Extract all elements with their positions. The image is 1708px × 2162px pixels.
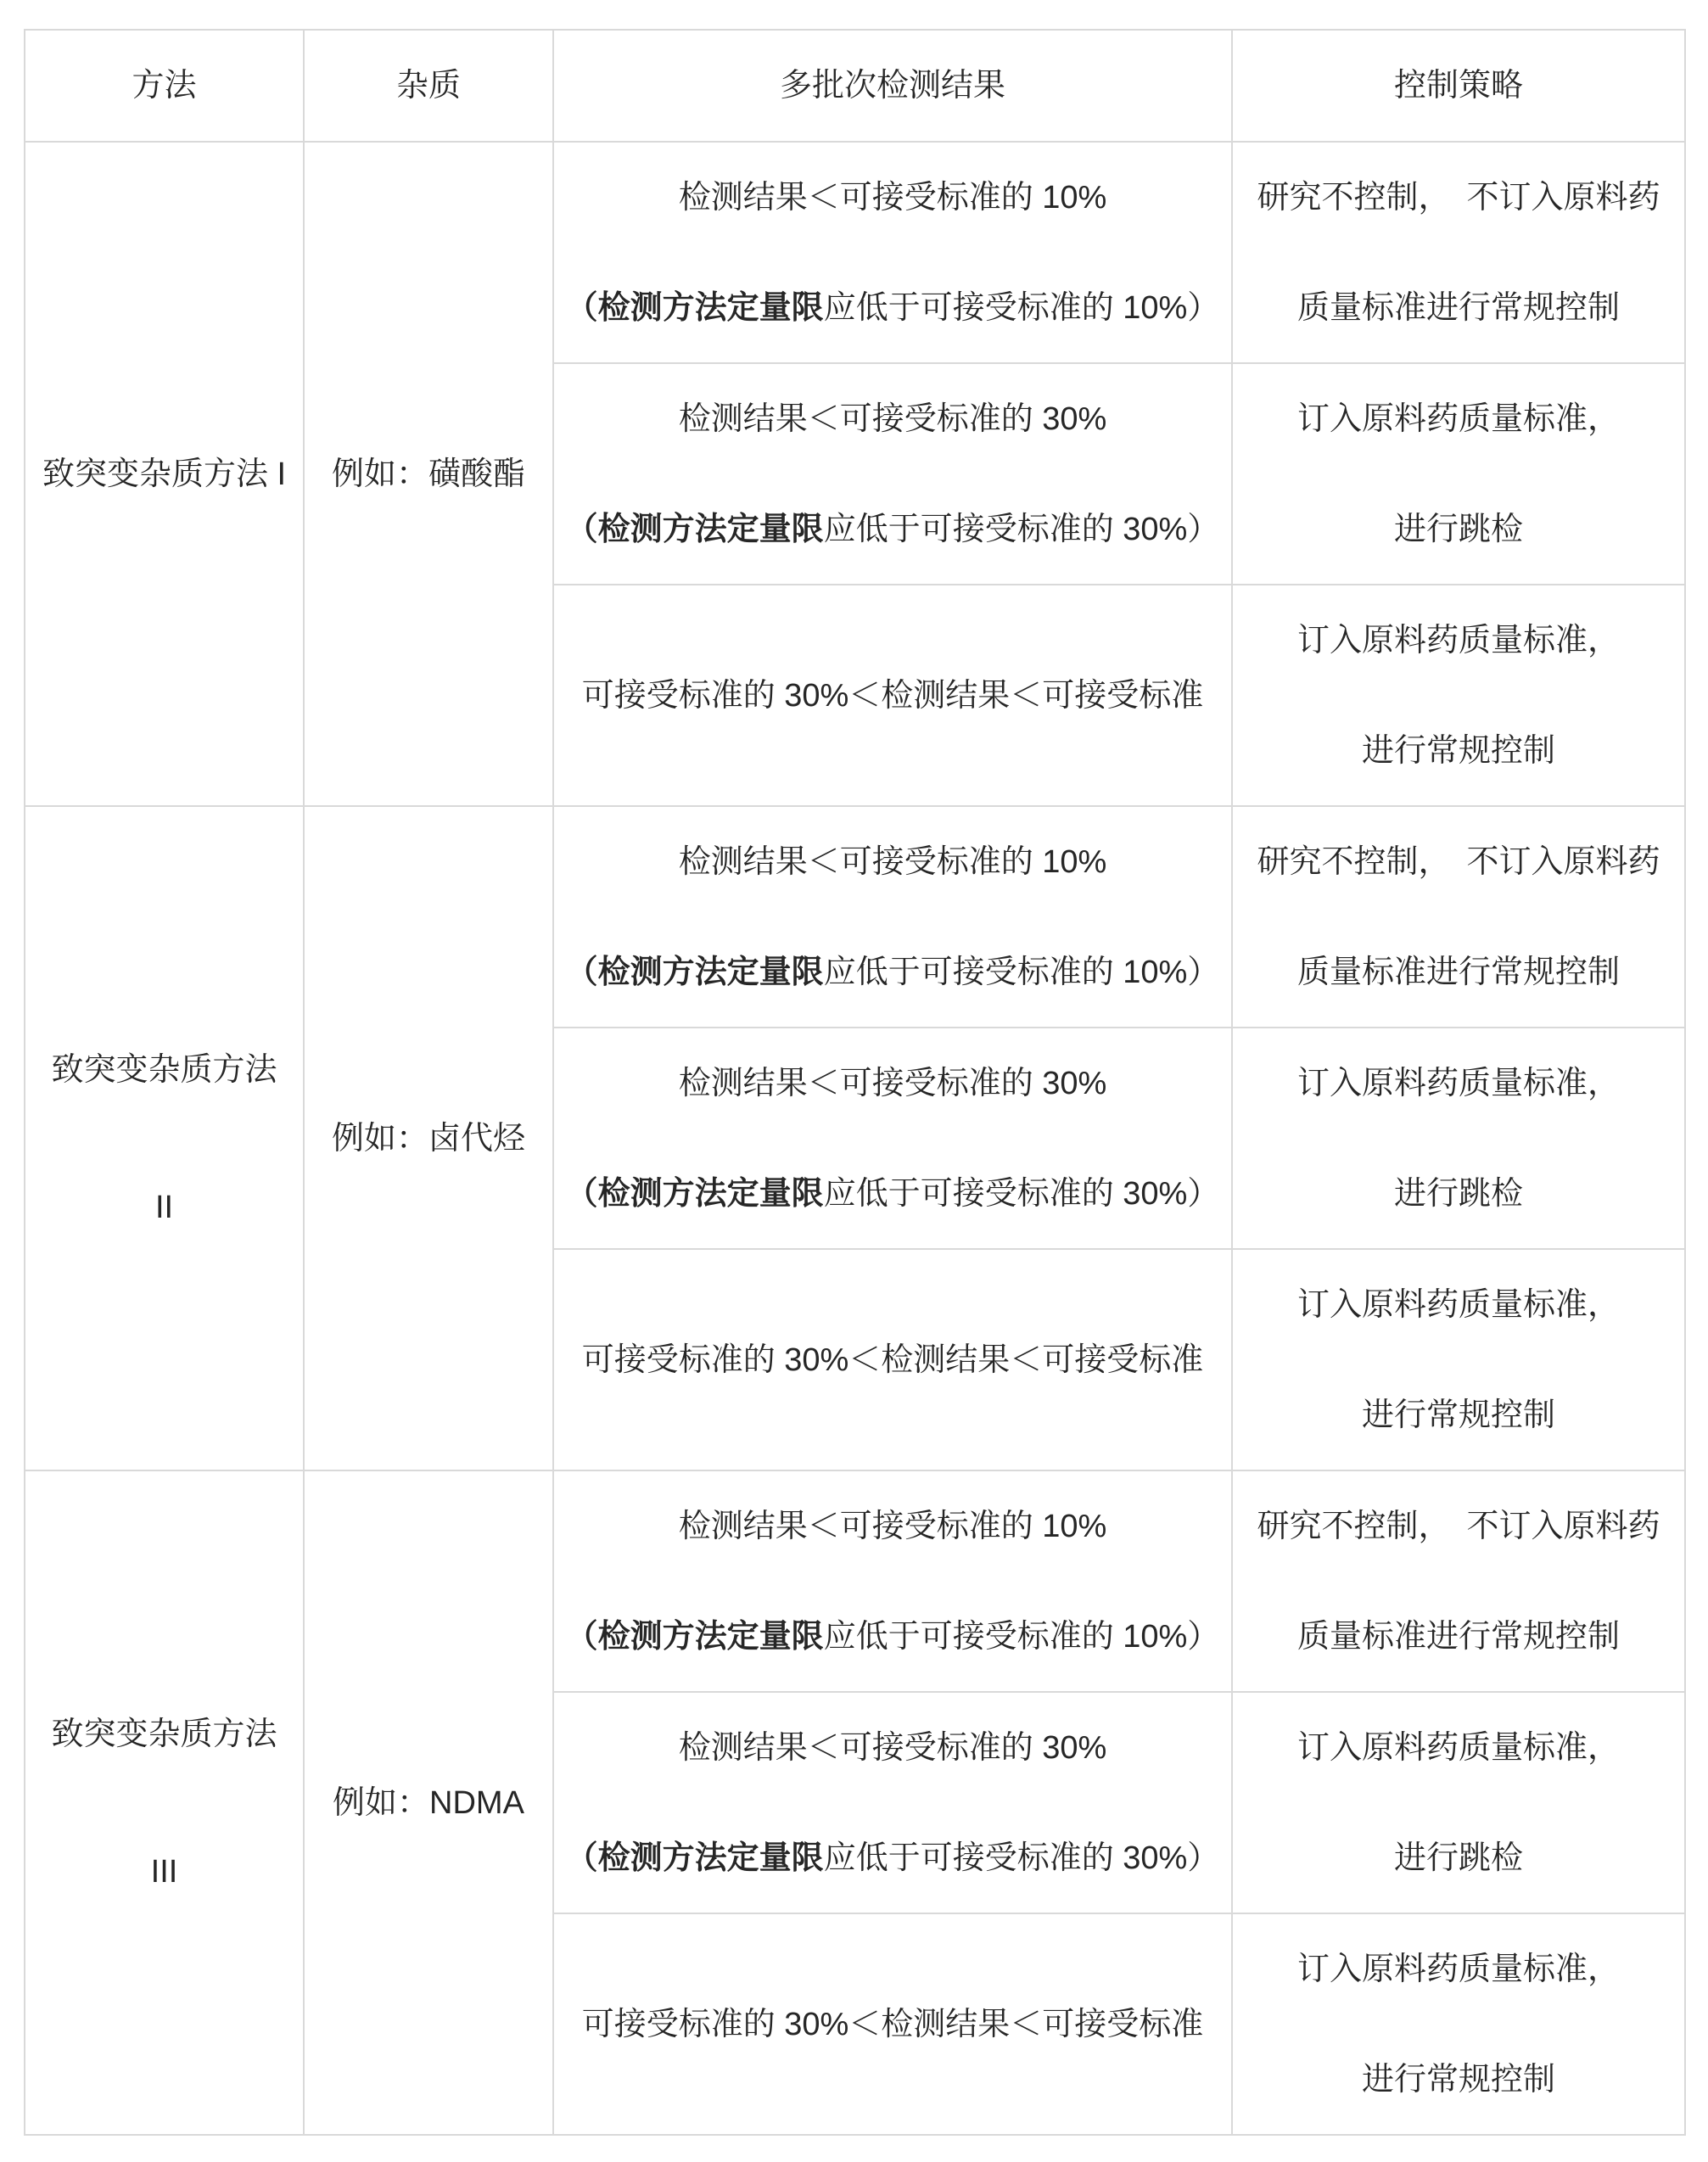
strategy-line1: 订入原料药质量标准， bbox=[1296, 1286, 1620, 1323]
table-row bbox=[25, 1470, 1685, 1692]
strategy-line1: 订入原料药质量标准， bbox=[1296, 1065, 1620, 1101]
impurity-example: 例如：NDMA bbox=[333, 1784, 524, 1821]
header-multibatch-result: 多批次检测结果 bbox=[553, 30, 1232, 142]
table-row bbox=[25, 142, 1685, 363]
result-main-text: 检测结果＜可接受标准的 30% bbox=[678, 400, 1107, 437]
header-control-strategy: 控制策略 bbox=[1232, 30, 1685, 142]
mutagenic-impurity-control-table bbox=[24, 29, 1686, 2136]
strategy-cell bbox=[1232, 1028, 1685, 1249]
loq-note-text bbox=[565, 1175, 1220, 1212]
method-cell bbox=[25, 142, 304, 806]
result-main-text: 可接受标准的 30%＜检测结果＜可接受标准 bbox=[581, 1341, 1204, 1378]
loq-note-bold: （检测方法定量限 bbox=[565, 1175, 824, 1212]
loq-note-bold: （检测方法定量限 bbox=[565, 289, 824, 326]
strategy-cell bbox=[1232, 1692, 1685, 1913]
loq-note-text bbox=[565, 289, 1220, 326]
method-name: 致突变杂质方法 bbox=[51, 1716, 277, 1752]
loq-note-text bbox=[566, 513, 1220, 546]
method-number: III bbox=[150, 1853, 178, 1890]
impurity-cell bbox=[304, 1470, 553, 2135]
loq-note-text bbox=[565, 1618, 1220, 1655]
table-header bbox=[25, 30, 1685, 142]
result-cell bbox=[553, 363, 1232, 585]
method-name: 致突变杂质方法 bbox=[51, 1051, 277, 1088]
header-method: 方法 bbox=[25, 30, 304, 142]
strategy-line2: 质量标准进行常规控制 bbox=[1296, 289, 1620, 326]
strategy-line1: 研究不控制， 不订入原料药 bbox=[1257, 843, 1660, 880]
method-name: 致突变杂质方法 I bbox=[42, 456, 287, 492]
result-main-text: 可接受标准的 30%＜检测结果＜可接受标准 bbox=[581, 2006, 1204, 2042]
header-row bbox=[25, 30, 1685, 142]
strategy-line2: 进行常规控制 bbox=[1361, 2061, 1555, 2098]
strategy-cell bbox=[1232, 142, 1685, 363]
method-group-1 bbox=[25, 142, 1685, 806]
result-cell bbox=[553, 585, 1232, 806]
loq-note-bold: （检测方法定量限 bbox=[565, 1618, 824, 1655]
strategy-line1: 订入原料药质量标准， bbox=[1296, 1729, 1620, 1766]
loq-note-rest: 应低于可接受标准的 10%） bbox=[823, 1618, 1220, 1655]
result-cell bbox=[553, 142, 1232, 363]
strategy-cell bbox=[1232, 1249, 1685, 1470]
loq-note-text bbox=[566, 956, 1220, 989]
impurity-example: 例如：卤代烃 bbox=[331, 1120, 525, 1157]
method-cell bbox=[25, 806, 304, 1470]
result-cell bbox=[553, 1249, 1232, 1470]
loq-note-bold: （检测方法定量限 bbox=[565, 511, 824, 547]
result-cell bbox=[553, 1470, 1232, 1692]
strategy-line2: 质量标准进行常规控制 bbox=[1296, 1618, 1620, 1655]
loq-note-bold: （检测方法定量限 bbox=[565, 1840, 824, 1876]
loq-note-rest: 应低于可接受标准的 10%） bbox=[823, 954, 1220, 990]
strategy-cell bbox=[1232, 363, 1685, 585]
loq-note-rest: 应低于可接受标准的 30%） bbox=[823, 511, 1220, 547]
loq-note-rest: 应低于可接受标准的 10%） bbox=[823, 289, 1220, 326]
strategy-line1: 研究不控制， 不订入原料药 bbox=[1257, 1508, 1660, 1544]
result-cell bbox=[553, 1692, 1232, 1913]
strategy-line2: 进行跳检 bbox=[1393, 1175, 1523, 1212]
strategy-line1: 研究不控制， 不订入原料药 bbox=[1257, 179, 1660, 216]
result-main-text: 检测结果＜可接受标准的 10% bbox=[678, 1508, 1107, 1544]
strategy-cell bbox=[1232, 585, 1685, 806]
header-impurity: 杂质 bbox=[304, 30, 553, 142]
impurity-cell bbox=[304, 142, 553, 806]
strategy-cell bbox=[1232, 1913, 1685, 2135]
strategy-line1: 订入原料药质量标准， bbox=[1296, 622, 1620, 658]
loq-note-bold: （检测方法定量限 bbox=[565, 954, 824, 990]
impurity-cell bbox=[304, 806, 553, 1470]
table-row bbox=[25, 806, 1685, 1028]
strategy-line2: 进行跳检 bbox=[1393, 1840, 1523, 1876]
method-cell bbox=[25, 1470, 304, 2135]
method-group-2 bbox=[25, 806, 1685, 1470]
strategy-line2: 进行常规控制 bbox=[1361, 1397, 1555, 1433]
result-cell bbox=[553, 1913, 1232, 2135]
strategy-line2: 进行跳检 bbox=[1393, 511, 1523, 547]
loq-note-rest: 应低于可接受标准的 30%） bbox=[823, 1175, 1220, 1212]
result-main-text: 检测结果＜可接受标准的 30% bbox=[678, 1065, 1107, 1101]
strategy-cell bbox=[1232, 806, 1685, 1028]
loq-note-text bbox=[566, 1842, 1220, 1874]
strategy-cell bbox=[1232, 1470, 1685, 1692]
strategy-line1: 订入原料药质量标准， bbox=[1296, 400, 1620, 437]
strategy-line2: 进行常规控制 bbox=[1361, 732, 1555, 769]
loq-note-rest: 应低于可接受标准的 30%） bbox=[823, 1840, 1220, 1876]
result-main-text: 可接受标准的 30%＜检测结果＜可接受标准 bbox=[581, 677, 1204, 714]
result-main-text: 检测结果＜可接受标准的 10% bbox=[678, 179, 1107, 216]
method-group-3 bbox=[25, 1470, 1685, 2135]
result-main-text: 检测结果＜可接受标准的 10% bbox=[678, 843, 1107, 880]
strategy-line2: 质量标准进行常规控制 bbox=[1296, 954, 1620, 990]
strategy-line1: 订入原料药质量标准， bbox=[1296, 1951, 1620, 1987]
method-number: II bbox=[154, 1189, 174, 1225]
impurity-example: 例如：磺酸酯 bbox=[331, 456, 525, 492]
result-cell bbox=[553, 1028, 1232, 1249]
result-cell bbox=[553, 806, 1232, 1028]
result-main-text: 检测结果＜可接受标准的 30% bbox=[678, 1729, 1107, 1766]
